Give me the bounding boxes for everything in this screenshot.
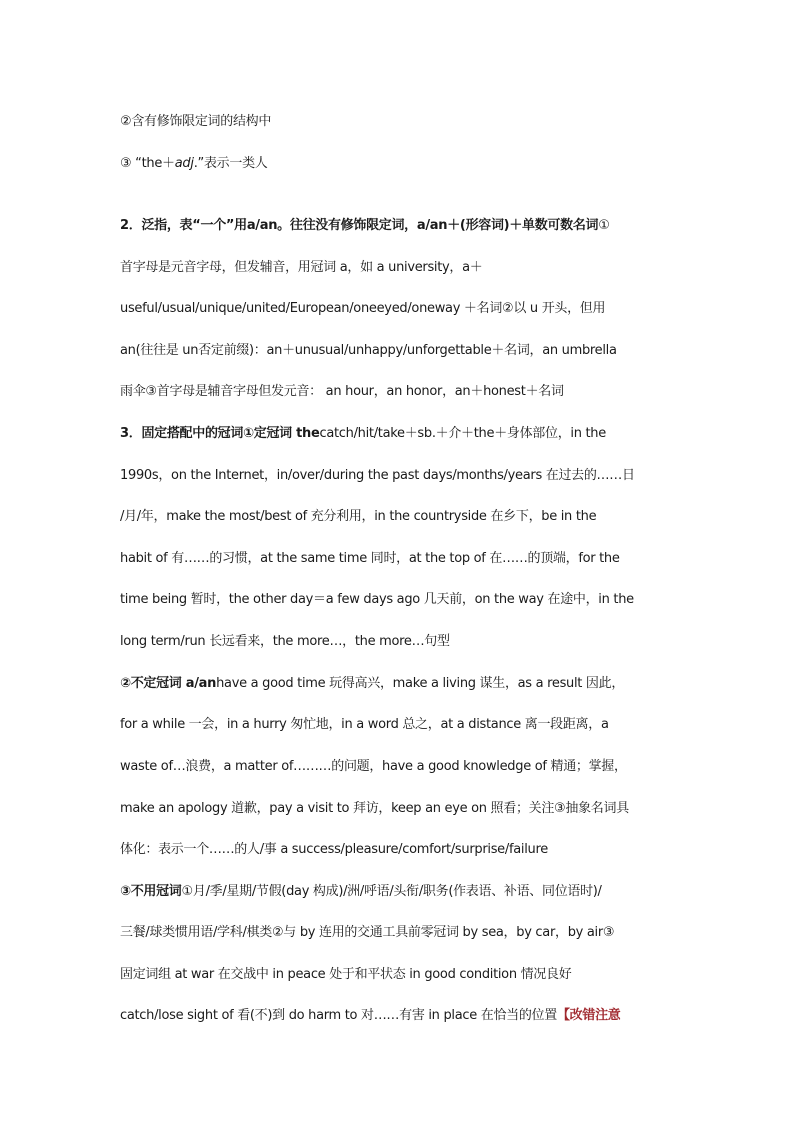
text-segment: 体化：表示一个……的人/事 a success/pleasure/comfort/surprise/failure (120, 842, 548, 857)
subheading-indefinite-article (120, 672, 624, 691)
section-heading-2 (120, 214, 610, 233)
text-segment: 三餐/球类惯用语/学科/棋类②与 by 连用的交通工具前零冠词 by sea，by car，by air③ (120, 925, 615, 940)
italic-term: adj (174, 156, 194, 171)
text-line-2 (120, 152, 267, 171)
text-segment: 1990s，on the Internet，in/over/during the past days/months/years 在过去的……日 (120, 468, 635, 483)
text-line-13 (120, 630, 450, 649)
text-segment: ③ “the＋ (120, 156, 175, 171)
text-line-16 (120, 755, 627, 774)
text-segment: catch/hit/take＋sb.＋介＋the＋身体部位，in the (319, 426, 606, 441)
text-segment: 雨伞③首字母是辅音字母但发元音： an hour，an honor，an＋honest＋名词 (120, 384, 564, 399)
list-marker: ① (598, 218, 610, 233)
subheading-no-article (120, 880, 602, 899)
text-segment: /月/年，make the most/best of 充分利用，in the countryside 在乡下，be in the (120, 509, 597, 524)
text-segment: for a while 一会，in a hurry 匆忙地，in a word 总之，at a distance 离一段距离，a (120, 717, 609, 732)
section-heading-3 (120, 422, 606, 441)
text-segment: time being 暂时，the other day＝a few days ago 几天前，on the way 在途中，in the (120, 592, 634, 607)
subheading-text: ③不用冠词 (120, 884, 182, 899)
text-line-10 (120, 505, 596, 524)
text-line-22 (120, 1004, 620, 1023)
text-line-11 (120, 547, 620, 566)
text-segment: waste of…浪费，a matter of………的问题，have a good knowledge of 精通；掌握， (120, 759, 627, 774)
text-line-21 (120, 963, 571, 982)
text-segment: long term/run 长远看来，the more…，the more…句型 (120, 634, 450, 649)
text-line-4 (120, 256, 483, 275)
text-segment: ②含有修饰限定词的结构中 (120, 114, 272, 129)
text-segment: ①月/季/星期/节假(day 构成)/洲/呼语/头衔/职务(作表语、补语、同位语时)/ (181, 884, 602, 899)
text-line-15 (120, 713, 609, 732)
text-line-5 (120, 297, 605, 316)
text-segment: have a good time 玩得高兴，make a living 谋生，as a result 因此， (216, 676, 625, 691)
subheading-text: ②不定冠词 a/an (120, 676, 217, 691)
text-segment: 固定词组 at war 在交战中 in peace 处于和平状态 in good condition 情况良好 (120, 967, 572, 982)
text-line-9 (120, 464, 635, 483)
text-segment: catch/lose sight of 看(不)到 do harm to 对……有害 in place 在恰当的位置 (120, 1008, 557, 1023)
text-line-20 (120, 921, 614, 940)
text-line-1 (120, 110, 271, 129)
text-line-12 (120, 588, 634, 607)
text-segment: 首字母是元音字母，但发辅音，用冠词 a，如 a university，a＋ (120, 260, 483, 275)
heading-text: 2．泛指，表“一个”用a/an。往往没有修饰限定词，a/an＋(形容词)＋单数可数名词 (120, 218, 599, 233)
text-line-7 (120, 380, 564, 399)
text-segment: .”表示一类人 (193, 156, 268, 171)
text-segment: useful/usual/unique/united/European/oneeyed/oneway ＋名词②以 u 开头，但用 (120, 301, 606, 316)
heading-text: 3．固定搭配中的冠词①定冠词 the (120, 426, 320, 441)
text-segment: an(往往是 un否定前缀)：an＋unusual/unhappy/unforgettable＋名词，an umbrella (120, 343, 617, 358)
text-line-18 (120, 838, 548, 857)
text-line-6 (120, 339, 617, 358)
text-segment: habit of 有……的习惯，at the same time 同时，at the top of 在……的顶端，for the (120, 551, 620, 566)
error-correction-note: 【改错注意 (556, 1008, 621, 1023)
text-segment: make an apology 道歉，pay a visit to 拜访，keep an eye on 照看；关注③抽象名词具 (120, 801, 629, 816)
text-line-17 (120, 797, 629, 816)
